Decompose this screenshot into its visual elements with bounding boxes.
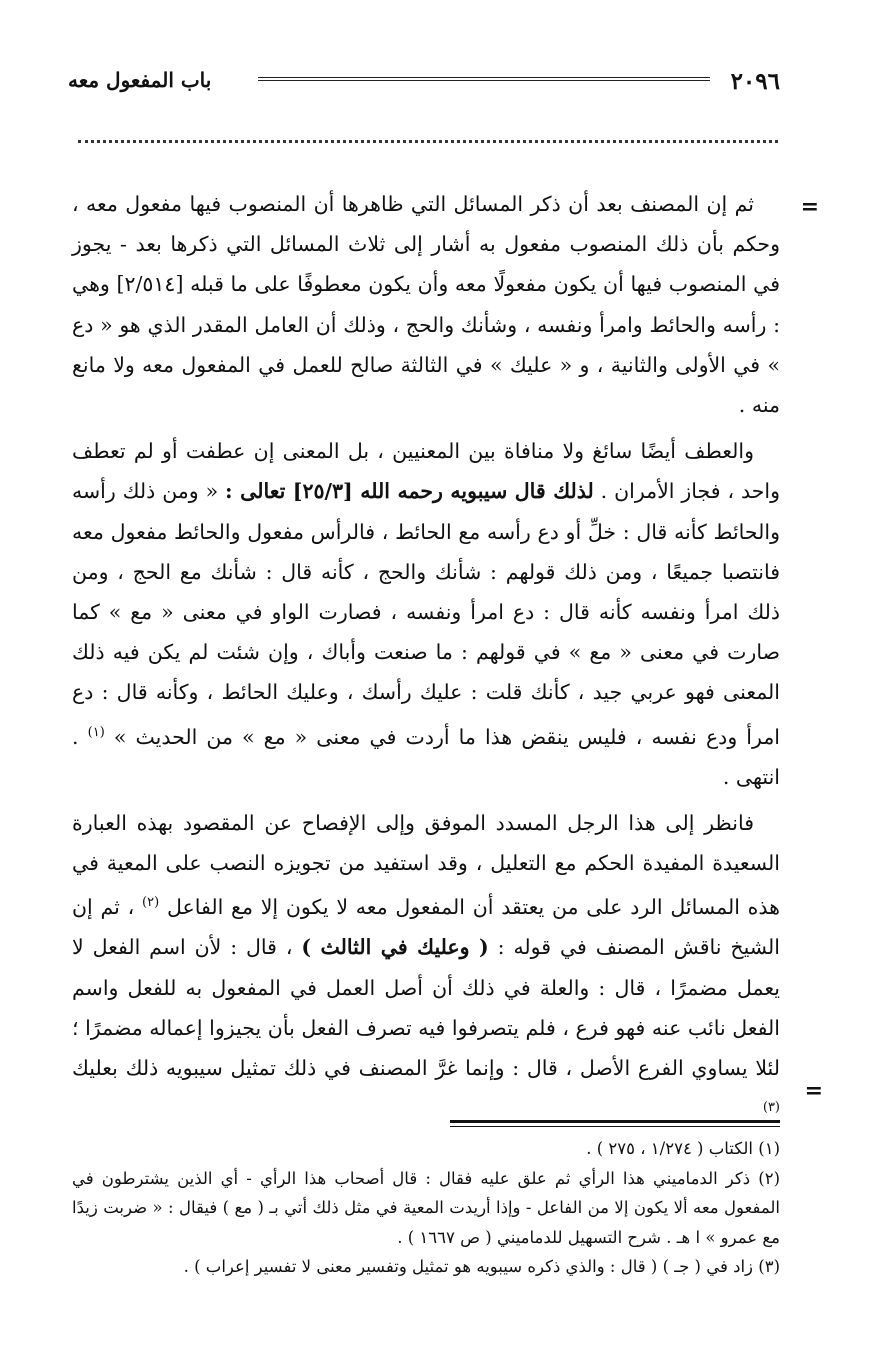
footnote-rule — [450, 1120, 780, 1127]
emphasized-text: ( وعليك في الثالث ) — [301, 935, 489, 960]
continuation-mark-top: = — [800, 194, 819, 220]
emphasized-text: لذلك قال سيبويه رحمه الله [٢٥/٣] تعالى : — [225, 479, 594, 504]
dotted-separator — [78, 140, 778, 143]
text-segment: ، ثم إن الشيخ ناقش المصنف في قوله : — [72, 895, 780, 960]
text-segment: . انتهى . — [72, 724, 780, 789]
text-segment: ، قال : لأن اسم الفعل لا يعمل مضمرًا ، قال : والعلة في ذلك أن أصل العمل في المفعول به للفعل واسم الفعل نائب عنه فهو فرع ، فلم يتصرفوا فيه تصرف الفعل بأن يجيزوا إعماله مضمرًا ؛ لئلا يساوي الفرع الأصل ، قال : وإنما غرَّ المصنف في ذلك تمثيل سيبويه ذلك بعليك — [72, 935, 780, 1080]
paragraph — [72, 803, 780, 1132]
text-segment: ثم إن المصنف بعد أن ذكر المسائل التي ظاهرها أن المنصوب فيها مفعول معه ، وحكم بأن ذلك المنصوب مفعول به أشار إلى ثلاث المسائل التي ذكرها بعد - يجوز في المنصوب فيها أن يكون مفعولًا معه وأن يكون معطوفًا على ما قبله [٢/٥١٤] وهي : رأسه والحائط وامرأ ونفسه ، وشأنك والحج ، وذلك أن العامل المقدر الذي هو « دع » في الأولى والثانية ، و « عليك » في الثالثة صالح للعمل في المفعول معه ولا مانع منه . — [72, 192, 781, 418]
header-rule — [258, 77, 710, 81]
running-header — [68, 68, 780, 100]
footnote-ref: (٢) — [142, 895, 160, 911]
footnote: (٢) ذكر الدماميني هذا الرأي ثم علق عليه فقال : قال أصحاب هذا الرأي - أي الذين يشترطون في المفعول معه ألا يكون إلا من الفاعل - وإذا أريدت المعية في مثل ذلك أتي بـ ( مع ) فيقال : « ضربت زيدًا مع عمرو » ا هـ . شرح التسهيل للدماميني ( ص ١٦٦٧ ) . — [72, 1168, 780, 1247]
footnote-ref: (١) — [87, 724, 105, 740]
chapter-title: باب المفعول معه — [68, 68, 212, 92]
text-segment: فانظر إلى هذا الرجل المسدد الموفق وإلى الإفصاح عن المقصود بهذه العبارة السعيدة المفيدة الحكم مع التعليل ، وقد استفيد من تجويزه النصب على المعية في هذه المسائل الرد على من يعتقد أن المفعول معه لا يكون إلا مع الفاعل — [72, 810, 780, 920]
text-segment: والعطف أيضًا سائغ ولا منافاة بين المعنيين ، بل المعنى إن عطفت أو لم تعطف واحد ، فجاز الأمران . — [72, 439, 781, 504]
paragraph — [72, 431, 780, 797]
footnote: (٣) زاد في ( جـ ) ( قال : والذي ذكره سيبويه هو تمثيل وتفسير معنى لا تفسير إعراب ) . — [183, 1257, 780, 1276]
text-segment: « ومن ذلك رأسه والحائط كأنه قال : خلِّ أو دع رأسه مع الحائط ، فالرأس مفعول والحائط مفعول معه فانتصبا جميعًا ، ومن ذلك قولهم : شأنك والحج ، كأنه قال : شأنك مع الحج ، ومن ذلك امرأ ونفسه كأنه قال : دع امرأ ونفسه ، فصارت الواو في معنى « مع » كما صارت في معنى « مع » في قولهم : ما صنعت وأباك ، وإن شئت لم يكن فيه ذلك المعنى فهو عربي جيد ، كأنك قلت : عليك رأسك ، وعليك الحائط ، وكأنه قال : دع امرأ ودع نفسه ، فليس ينقض هذا ما أردت في معنى « مع » من الحديث » — [72, 479, 780, 749]
footnote-ref: (٣) — [762, 1100, 780, 1116]
paragraph — [72, 184, 780, 425]
continuation-mark-bottom: = — [804, 1078, 823, 1104]
footnote: (١) الكتاب ( ١/٢٧٤ ، ٢٧٥ ) . — [586, 1139, 780, 1158]
page-number: ٢٠٩٦ — [730, 68, 780, 95]
main-text — [72, 184, 780, 1132]
footnotes — [72, 1134, 780, 1282]
